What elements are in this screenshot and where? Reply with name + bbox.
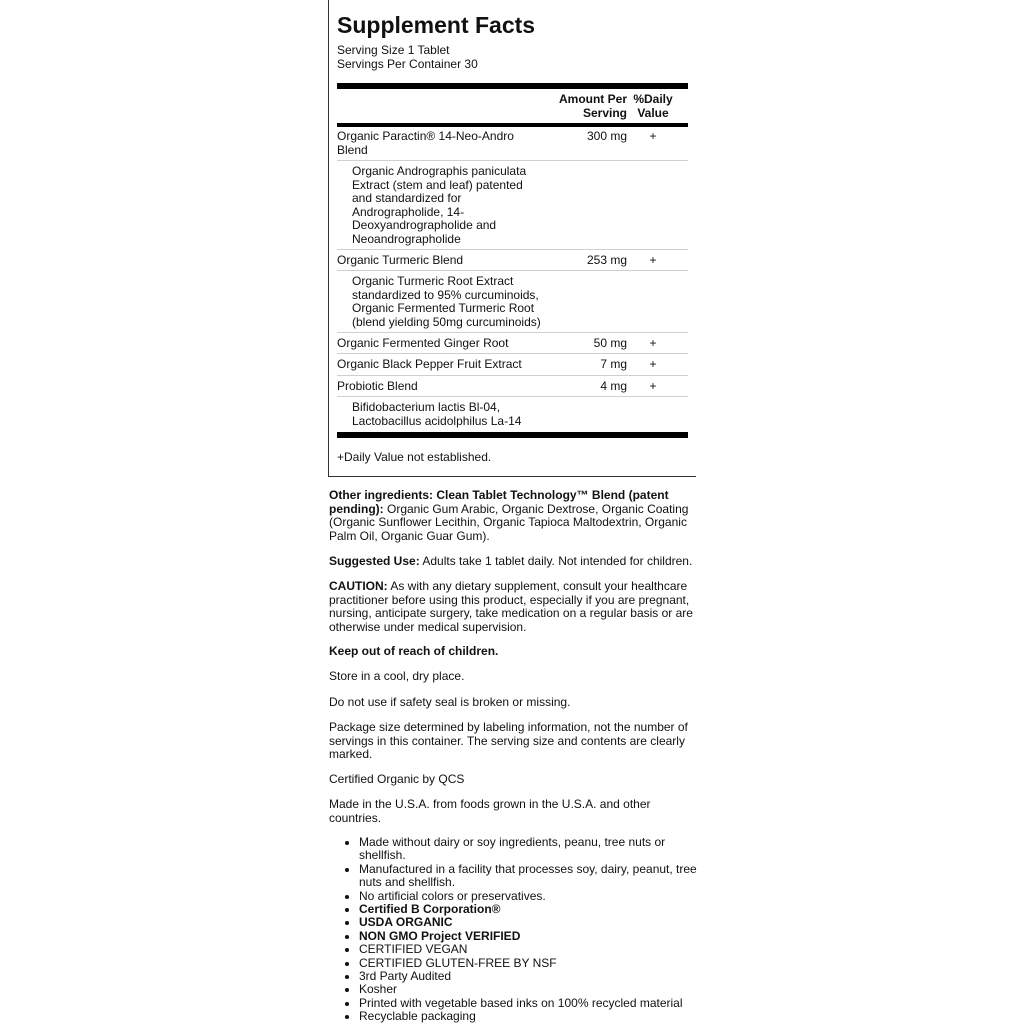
column-header-dv-line1: %Daily <box>633 92 673 106</box>
safety-seal-note: Do not use if safety seal is broken or missing. <box>329 695 571 709</box>
ingredient-name: Probiotic Blend <box>337 379 418 393</box>
package-size-line: servings in this container. The serving size and contents are clearly <box>329 733 685 748</box>
sub-ingredient <box>352 275 567 329</box>
list-item: • No artificial colors or preservatives. <box>359 890 699 903</box>
ingredient-name: Organic Turmeric Blend <box>337 253 464 267</box>
ingredient-daily-value: + <box>649 129 657 143</box>
ingredient-name-line: Blend <box>337 142 368 157</box>
claim-text: nuts and shellfish. <box>359 875 456 890</box>
other-ingredients-text: (Organic Sunflower Lecithin, Organic Tapioca Maltodextrin, Organic <box>329 515 687 529</box>
column-header-amount <box>543 93 627 120</box>
row-divider <box>337 249 688 250</box>
certified-organic: Certified Organic by QCS <box>329 772 465 786</box>
list-item: • NON GMO Project VERIFIED <box>359 930 699 943</box>
ingredient-daily-value: + <box>649 253 657 267</box>
other-ingredients-label: Other ingredients: Clean Tablet Technology™ Blend (patent <box>329 488 669 502</box>
list-item: • Kosher <box>359 983 699 996</box>
column-header-amount-line1: Amount Per <box>558 92 627 106</box>
sub-ingredient-line: Organic Turmeric Root Extract <box>352 274 514 288</box>
list-item <box>359 863 699 890</box>
row-divider <box>337 332 688 333</box>
list-item: • CERTIFIED VEGAN <box>359 943 699 956</box>
row-divider <box>337 353 688 354</box>
suggested-use-label: Suggested Use: <box>329 554 420 568</box>
sub-ingredient <box>352 165 562 246</box>
storage-note: Store in a cool, dry place. <box>329 669 465 683</box>
keep-out-warning: Keep out of reach of children. <box>329 644 499 658</box>
ingredient-name: Organic Fermented Ginger Root <box>337 336 509 350</box>
ingredient-name-line: Organic Paractin® 14-Neo-Andro <box>337 129 514 143</box>
footnote: +Daily Value not established. <box>337 450 492 464</box>
ingredient-daily-value: + <box>649 336 657 350</box>
made-in-line: countries. <box>329 810 382 825</box>
panel-title: Supplement Facts <box>337 12 536 38</box>
row-divider <box>337 396 688 397</box>
sub-ingredient-line: Bifidobacterium lactis Bl-04, <box>352 400 501 414</box>
claim-text: Made without dairy or soy ingredients, peanu, tree nuts or <box>359 835 666 849</box>
list-item: • 3rd Party Audited <box>359 970 699 983</box>
ingredient-row <box>337 130 562 157</box>
list-item: • USDA ORGANIC <box>359 916 699 929</box>
claim-text: shellfish. <box>359 848 406 863</box>
package-size-line: Package size determined by labeling information, not the number of <box>329 720 688 734</box>
column-header-amount-line2: Serving <box>582 105 627 120</box>
sub-ingredient-line: Deoxyandrographolide and <box>352 218 497 232</box>
sub-ingredient-line: standardized to 95% curcuminoids, <box>352 287 539 302</box>
ingredient-amount: 253 mg <box>586 253 627 267</box>
claim-text: Manufactured in a facility that processes soy, dairy, peanut, tree <box>359 861 697 876</box>
package-size-line: marked. <box>329 747 373 761</box>
thick-divider-bottom <box>337 432 688 438</box>
other-ingredients-text: Organic Gum Arabic, Organic Dextrose, Organic Coating <box>383 501 689 516</box>
caution-text: otherwise under medical supervision. <box>329 619 527 634</box>
sub-ingredient-line: Neoandrographolide <box>352 231 461 246</box>
caution <box>329 580 694 634</box>
ingredient-amount: 7 mg <box>600 357 627 371</box>
row-divider <box>337 270 688 271</box>
sub-ingredient-line: Andrographolide, 14- <box>352 204 465 219</box>
ingredient-amount: 300 mg <box>586 129 627 143</box>
ingredient-daily-value: + <box>649 379 657 393</box>
suggested-use <box>329 555 694 569</box>
caution-text: As with any dietary supplement, consult your healthcare <box>387 579 688 593</box>
suggested-use-text: Adults take 1 tablet daily. Not intended for children. <box>419 554 693 568</box>
row-divider <box>337 375 688 376</box>
list-item: • CERTIFIED GLUTEN-FREE BY NSF <box>359 957 699 970</box>
thick-divider-header <box>337 123 688 127</box>
list-item: • Recyclable packaging <box>359 1010 699 1023</box>
sub-ingredient <box>352 401 572 428</box>
column-header-dv-line2: Value <box>637 105 669 120</box>
caution-text: practitioner before using this product, especially if you are pregnant, <box>329 592 690 607</box>
supplement-facts-panel <box>328 0 696 477</box>
ingredient-amount: 4 mg <box>600 379 627 393</box>
list-item: • Certified B Corporation® <box>359 903 699 916</box>
sub-ingredient-line: Extract (stem and leaf) patented <box>352 177 523 192</box>
sub-ingredient-line: (blend yielding 50mg curcuminoids) <box>352 314 541 329</box>
sub-ingredient-line: Organic Andrographis paniculata <box>352 164 527 178</box>
list-item <box>359 836 699 863</box>
ingredient-amount: 50 mg <box>593 336 627 350</box>
made-in-usa <box>329 798 694 825</box>
servings-per-container: Servings Per Container 30 <box>337 57 478 71</box>
other-ingredients-text: Palm Oil, Organic Guar Gum). <box>329 528 490 543</box>
product-claims-list <box>329 836 699 1024</box>
made-in-line: Made in the U.S.A. from foods grown in the U.S.A. and other <box>329 797 651 811</box>
list-item: • Printed with vegetable based inks on 100% recycled material <box>359 997 699 1010</box>
sub-ingredient-line: Organic Fermented Turmeric Root <box>352 301 535 315</box>
thick-divider-top <box>337 83 688 89</box>
package-size-note <box>329 721 694 762</box>
sub-ingredient-line: Lactobacillus acidolphilus La-14 <box>352 413 522 428</box>
column-header-daily-value <box>627 93 679 120</box>
ingredient-daily-value: + <box>649 357 657 371</box>
sub-ingredient-line: and standardized for <box>352 191 462 205</box>
other-ingredients-label-cont: pending): <box>329 501 384 516</box>
ingredient-name: Organic Black Pepper Fruit Extract <box>337 357 522 371</box>
serving-size: Serving Size 1 Tablet <box>337 43 450 57</box>
caution-text: nursing, anticipate surgery, take medication on a regular basis or are <box>329 606 693 620</box>
caution-label: CAUTION: <box>329 579 388 593</box>
row-divider <box>337 160 688 161</box>
other-ingredients <box>329 489 699 543</box>
